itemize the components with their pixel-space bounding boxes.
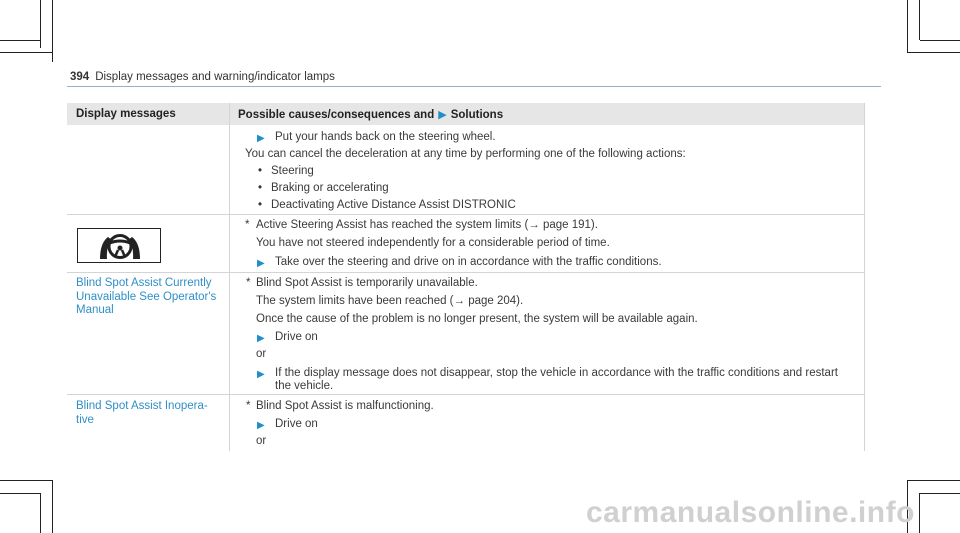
header-rule xyxy=(67,86,881,87)
crop-mark xyxy=(907,480,960,481)
page-header xyxy=(70,71,335,83)
row-text: The system limits have been reached (→ page 204). xyxy=(256,295,524,307)
display-message: Blind Spot Assist Currently Unavailable See Operator's Manual xyxy=(76,277,217,316)
table-right-border xyxy=(864,103,865,451)
play-arrow-icon: ▶ xyxy=(257,420,265,431)
or-text: or xyxy=(256,348,267,360)
row-divider xyxy=(67,272,865,273)
row-text: Once the cause of the problem is no longer present, the system will be available again. xyxy=(256,313,698,325)
play-arrow-icon: ▶ xyxy=(257,258,265,269)
cause-star: * xyxy=(246,400,251,412)
row-divider xyxy=(67,214,865,215)
crop-mark xyxy=(52,480,53,533)
cause-text: Blind Spot Assist is malfunctioning. xyxy=(256,400,434,412)
col-header-messages: Display messages xyxy=(76,108,176,120)
crop-mark xyxy=(0,493,40,494)
play-arrow-icon: ▶ xyxy=(257,369,265,380)
play-arrow-icon: ▶ xyxy=(257,333,265,344)
cause-star: * xyxy=(246,277,251,289)
page-title: Display messages and warning/indicator lamps xyxy=(95,71,335,83)
crop-mark xyxy=(907,0,908,52)
crop-mark xyxy=(919,493,920,533)
cause-text: Active Steering Assist has reached the system limits (→ page 191). xyxy=(256,219,598,231)
col-header-causes-text: Possible causes/consequences and xyxy=(238,108,435,121)
or-text: or xyxy=(256,435,267,447)
crop-mark xyxy=(0,40,40,41)
play-arrow-icon: ▶ xyxy=(438,109,447,121)
steering-wheel-hands-icon xyxy=(77,228,161,263)
row-text: You can cancel the deceleration at any time by performing one of the following actions: xyxy=(245,148,686,160)
row-text: the vehicle. xyxy=(275,380,334,392)
table-header xyxy=(67,103,865,125)
page-number: 394 xyxy=(70,71,90,83)
crop-mark xyxy=(920,493,960,494)
crop-mark xyxy=(40,493,41,533)
column-divider xyxy=(229,103,230,451)
crop-mark xyxy=(907,52,960,53)
display-message: Blind Spot Assist Inopera- tive xyxy=(76,400,208,426)
cause-star: * xyxy=(245,219,250,231)
col-header-solutions-text: Solutions xyxy=(450,108,504,121)
crop-mark xyxy=(920,40,960,41)
play-arrow-icon: ▶ xyxy=(257,133,265,144)
crop-mark xyxy=(0,480,52,481)
cause-text: Blind Spot Assist is temporarily unavailable. xyxy=(256,277,478,289)
row-text: You have not steered independently for a considerable period of time. xyxy=(256,237,610,249)
crop-mark xyxy=(919,0,920,40)
crop-mark xyxy=(52,0,53,62)
watermark: carmanualsonline.info xyxy=(586,496,915,529)
crop-mark xyxy=(40,0,41,48)
row-divider xyxy=(67,394,865,395)
crop-mark xyxy=(0,52,52,53)
col-header-causes xyxy=(238,108,503,121)
